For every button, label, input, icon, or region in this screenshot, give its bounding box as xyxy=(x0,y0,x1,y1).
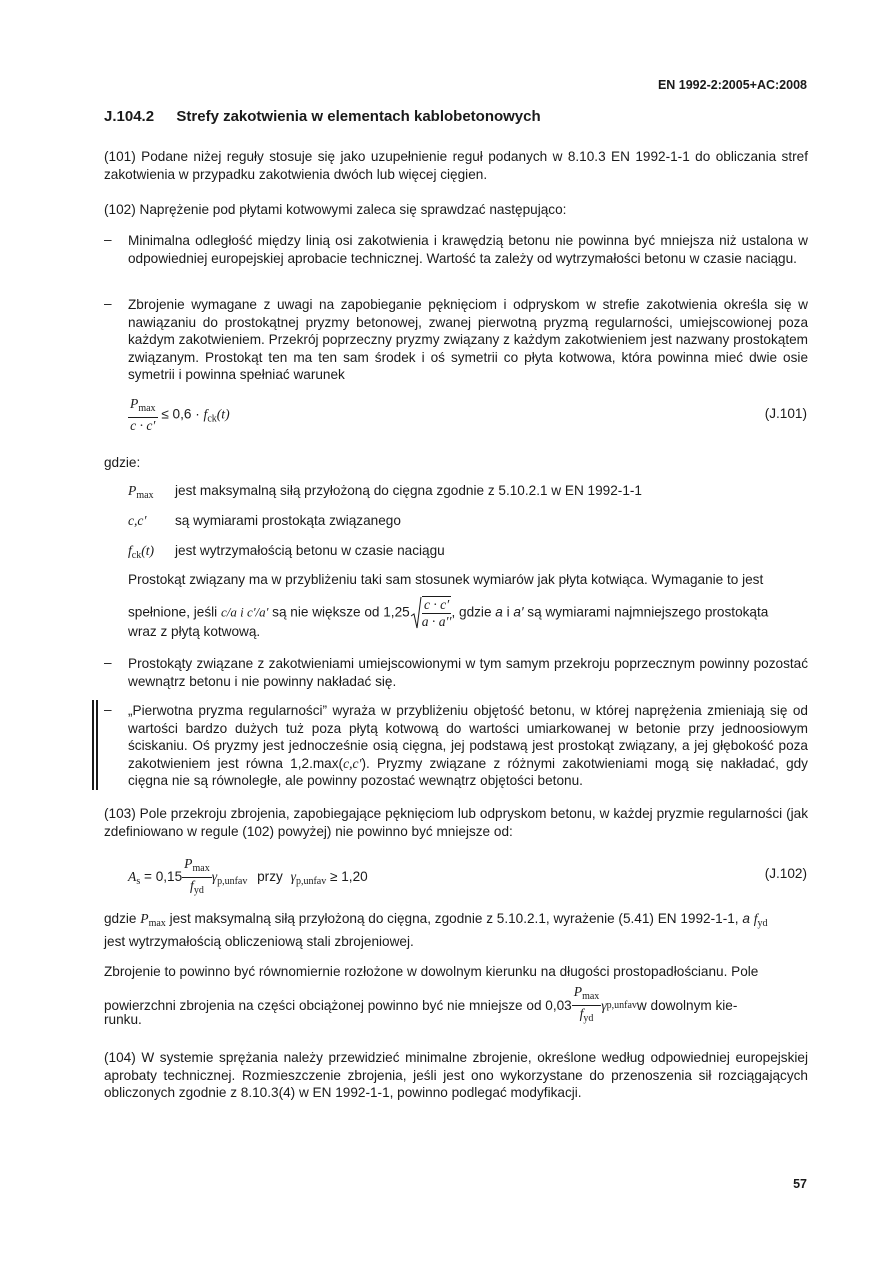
rect-para-line1: Prostokąt związany ma w przybliżeniu taki sam stosunek wymiarów jak płyta kotwiąca. Wymaganie to jest xyxy=(128,572,764,587)
equation-j102: $A_s = 0,15$ $\frac{P_{max}}{f_{yd}}$ $\gamma_{p,unfav}$ przy $\gamma_{p,unfav} \ge 1,20$ xyxy=(128,856,368,896)
def-text-fck: jest wytrzymałością betonu w czasie naciągu xyxy=(175,543,445,558)
change-bar xyxy=(96,700,98,790)
sqrt-sign-icon xyxy=(410,596,422,630)
equation-number-j101: (J.101) xyxy=(764,406,807,421)
bullet-reinforcement: Zbrojenie wymagane z uwagi na zapobieganie pęknięciom i odpryskom w strefie zakotwienia określa się w nawiązaniu do prostokątnej pryzmy betonowej, zwanej pierwotną pryzmą regularności, umiejscowionej poza każdym zakotwieniem. Przekrój poprzeczny pryzmy związany z każdym zakotwieniem jest nazwany prostokątem związanym. Prostokąt ten ma ten sam środek i oś symetrii co płyta kotwowa, która powinna mieć dwie osie symetrii i powinna spełniać warunek xyxy=(128,297,808,382)
list-dash: – xyxy=(104,296,112,311)
paragraph-103: (103) Pole przekroju zbrojenia, zapobiegające pęknięciom lub odpryskom betonu, w każdej pryzmie regularności (jak zdefiniowano w regule (102) powyżej) nie powinno być mniejsze od: xyxy=(104,806,808,839)
equation-number-j102: (J.102) xyxy=(764,866,807,881)
document-id: EN 1992-2:2005+AC:2008 xyxy=(657,78,807,92)
def-text-pmax: jest maksymalną siłą przyłożoną do cięgna zgodnie z 5.10.2.1 w EN 1992-1-1 xyxy=(175,483,642,498)
list-dash: – xyxy=(104,232,112,247)
section-title: Strefy zakotwienia w elementach kablobetonowych xyxy=(176,108,541,125)
paragraph-101: (101) Podane niżej reguły stosuje się jako uzupełnienie reguł podanych w 8.10.3 EN 1992-1-1 do obliczania stref zakotwienia w przypadku zakotwienia dwóch lub więcej cięgien. xyxy=(104,149,808,182)
list-dash: – xyxy=(104,655,112,670)
paragraph-after-j102: gdzie $P_{max}$ jest maksymalną siłą przyłożoną do cięgna, zgodnie z 5.10.2.1, wyrażenie (5.41) EN 1992-1-1, a $f_{yd}$ jest wytrzymałością obliczeniową stali zbrojeniowej. xyxy=(104,911,768,949)
paragraph-104: (104) W systemie sprężania należy przewidzieć minimalne zbrojenie, określone według odpowiedniej europejskiej aprobaty technicznej. Rozmieszczenie zbrojenia, jeśli jest ono wykorzystane do przenoszenia sił rozciągających obliczonych zgodnie z 8.10.3(4) w EN 1992-1-1, powinno podlegać modyfikacji. xyxy=(104,1050,808,1100)
section-heading xyxy=(104,108,541,125)
page-number: 57 xyxy=(793,1177,807,1191)
bullet-primary-prism: „Pierwotna pryzma regularności” wyraża w przybliżeniu objętość betonu, w której naprężenia zmieniają się od wartości bardzo dużych tuż poza płytą kotwową do wartości umiarkowanej w betonie przy jednoosiowym ściskaniu. Oś pryzmy jest jednocześnie osią cięgna, jej podstawą jest prostokąt związany, a jej głębokość poza zakotwieniem jest równa 1,2.max(c,c′). Pryzmy związane z różnymi zakotwieniami mogą się nakładać, gdy cięgna nie są równoległe, ale powinny pozostać wewnątrz objętości betonu. xyxy=(128,703,808,788)
bullet-rectangles: Prostokąty związane z zakotwieniami umiejscowionymi w tym samym przekroju poprzecznym powinny pozostać wewnątrz betonu i nie powinny nakładać się. xyxy=(128,656,808,689)
paragraph-distribution-line1: Zbrojenie to powinno być równomiernie rozłożone w dowolnym kierunku na długości prostopadłościanu. Pole xyxy=(104,964,759,979)
where-label: gdzie: xyxy=(104,455,141,470)
def-symbol-pmax: $P_{max}$ xyxy=(128,483,154,501)
paragraph-distribution-line3: runku. xyxy=(104,1012,142,1027)
def-symbol-cc: c,c′ xyxy=(128,513,147,528)
bullet-min-distance: Minimalna odległość między linią osi zakotwienia i krawędzią betonu nie powinna być mniejsza niż ustalona w odpowiedniej europejskiej aprobacie technicznej. Wartość ta zależy od wytrzymałości betonu w czasie naciągu. xyxy=(128,233,808,266)
sqrt-expression: $\frac{c \cdot c'}{a \cdot a''}$ xyxy=(410,596,452,630)
rect-para-line3: wraz z płytą kotwową. xyxy=(128,624,261,639)
change-bar xyxy=(92,700,94,790)
list-dash: – xyxy=(104,702,112,717)
paragraph-102: (102) Naprężenie pod płytami kotwowymi zaleca się sprawdzać następująco: xyxy=(104,202,567,217)
def-text-cc: są wymiarami prostokąta związanego xyxy=(175,513,401,528)
rect-para-line2: spełnione, jeśli c/a i c'/a' są nie większe od 1,25 $\frac{c \cdot c'}{a \cdot a''}$ , gdzie a i a′ są wymiarami najmniejszego prostokąta xyxy=(128,597,769,629)
section-number: J.104.2 xyxy=(104,108,155,125)
def-symbol-fck: $f_{ck}(t)$ xyxy=(128,543,155,561)
paragraph-distribution-line2: powierzchni zbrojenia na części obciążonej powinno być nie mniejsze od 0,03 $\frac{P_{max}}{f_{yd}}$ γ p,unfav w dowolnym kie- xyxy=(104,984,738,1024)
equation-j101: $\frac{P_{max}}{c \cdot c'}$ ≤ $0,6 \cdot f_{ck}(t)$ xyxy=(130,396,230,433)
